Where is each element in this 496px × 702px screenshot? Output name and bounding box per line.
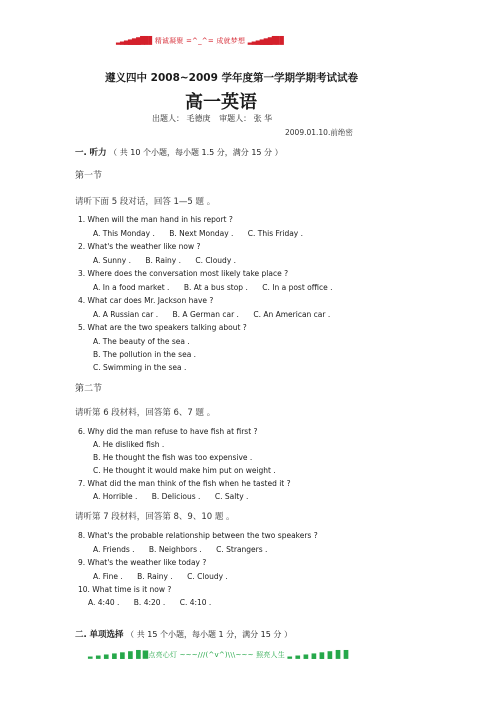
question-7-options — [93, 492, 260, 501]
option: A. This Monday . — [93, 229, 155, 238]
option: A. The beauty of the sea . — [93, 337, 190, 346]
banner-slogan: 精诚凝聚 =^_^= 成就梦想 — [154, 37, 246, 45]
option: A. Friends . — [93, 545, 135, 554]
question-3: 3. Where does the conversation most likely take place ? — [78, 269, 289, 278]
question-8: 8. What's the probable relationship between the two speakers ? — [78, 531, 318, 540]
question-2-options — [93, 256, 248, 265]
option: A. Horrible . — [93, 492, 138, 501]
option: A. In a food market . — [93, 283, 170, 292]
option: A. Fine . — [93, 572, 123, 581]
option: B. Rainy . — [145, 256, 181, 265]
question-1-options — [93, 229, 315, 238]
footer-right-bars: ▂ ▃ ▄ ▅ ▆ ▇ █ █ — [287, 650, 348, 659]
option: B. Next Monday . — [169, 229, 234, 238]
option: A. Sunny . — [93, 256, 131, 265]
section-2-note: （ 共 15 个小题，每小题 1 分，满分 15 分 ） — [126, 630, 292, 639]
exam-date: 2009.01.10.前绝密 — [285, 128, 353, 137]
question-4-options — [93, 310, 342, 319]
section-2-heading — [75, 628, 292, 640]
option: A. 4:40 . — [88, 598, 120, 607]
part-2-instruction-a: 请听第 6 段材料，回答第 6、7 题 。 — [75, 408, 216, 418]
option: C. In a post office . — [262, 283, 333, 292]
question-6: 6. Why did the man refuse to have fish at first ? — [78, 427, 258, 436]
question-10-options — [88, 598, 223, 607]
option: B. At a bus stop . — [183, 283, 248, 292]
option: B. Neighbors . — [148, 545, 202, 554]
option: C. An American car . — [253, 310, 331, 319]
option: C. Strangers . — [216, 545, 268, 554]
option: C. Cloudy . — [195, 256, 237, 265]
question-10: 10. What time is it now ? — [78, 585, 172, 594]
banner-left-bars: ▂▃▄▅▆▇█▉▉ — [116, 36, 153, 45]
option: C. He thought it would make him put on weight . — [93, 466, 276, 475]
option: B. He thought the fish was too expensive . — [93, 453, 253, 462]
subject-title: 高一英语 — [185, 92, 257, 113]
footer-slogan: █点亮心灯 ~~~///(^v^)\\\~~~ 照亮人生 — [142, 651, 285, 659]
exam-title: 遵义四中 2008~2009 学年度第一学期学期考试试卷 — [105, 72, 359, 84]
section-2-number: 二. — [75, 630, 87, 640]
option: B. Delicious . — [151, 492, 201, 501]
question-9-options — [93, 572, 240, 581]
question-5: 5. What are the two speakers talking about ? — [78, 323, 247, 332]
header-banner — [116, 36, 284, 46]
setter: 出题人： 毛德庚 — [152, 114, 211, 123]
option: B. The pollution in the sea . — [93, 350, 197, 359]
question-4: 4. What car does Mr. Jackson have ? — [78, 296, 214, 305]
part-2-instruction-b: 请听第 7 段材料，回答第 8、9、10 题 。 — [75, 512, 235, 522]
reviewer: 审题人： 张 华 — [219, 114, 273, 123]
option: C. Cloudy . — [187, 572, 228, 581]
part-2-title: 第二节 — [75, 384, 103, 394]
question-9: 9. What's the weather like today ? — [78, 558, 207, 567]
footer-left-bars: ▂ ▃ ▄ ▅ ▆ ▇ █ — [88, 650, 141, 659]
option: A. A Russian car . — [93, 310, 159, 319]
option: C. Swimming in the sea . — [93, 363, 187, 372]
footer-banner — [88, 650, 348, 660]
option: C. 4:10 . — [179, 598, 212, 607]
option: B. A German car . — [172, 310, 239, 319]
exam-staff — [152, 113, 278, 124]
section-1-heading — [75, 146, 283, 158]
option: B. 4:20 . — [133, 598, 166, 607]
option: C. This Friday . — [247, 229, 304, 238]
question-3-options — [93, 283, 345, 292]
section-1-name: 听力 — [89, 148, 107, 158]
question-1: 1. When will the man hand in his report ? — [78, 215, 233, 224]
section-1-note: （ 共 10 个小题，每小题 1.5 分，满分 15 分 ） — [109, 148, 283, 157]
section-1-number: 一. — [75, 148, 87, 158]
option: A. He disliked fish . — [93, 440, 165, 449]
question-2: 2. What's the weather like now ? — [78, 242, 201, 251]
section-2-name: 单项选择 — [89, 630, 124, 640]
question-8-options — [93, 545, 279, 554]
option: C. Salty . — [214, 492, 249, 501]
banner-right-bars: ▂▃▄▅▆▇█▉▉ — [247, 36, 284, 45]
part-1-instruction: 请听下面 5 段对话，回答 1—5 题 。 — [75, 197, 216, 207]
part-1-title: 第一节 — [75, 171, 103, 181]
question-7: 7. What did the man think of the fish when he tasted it ? — [78, 479, 291, 488]
option: B. Rainy . — [137, 572, 173, 581]
